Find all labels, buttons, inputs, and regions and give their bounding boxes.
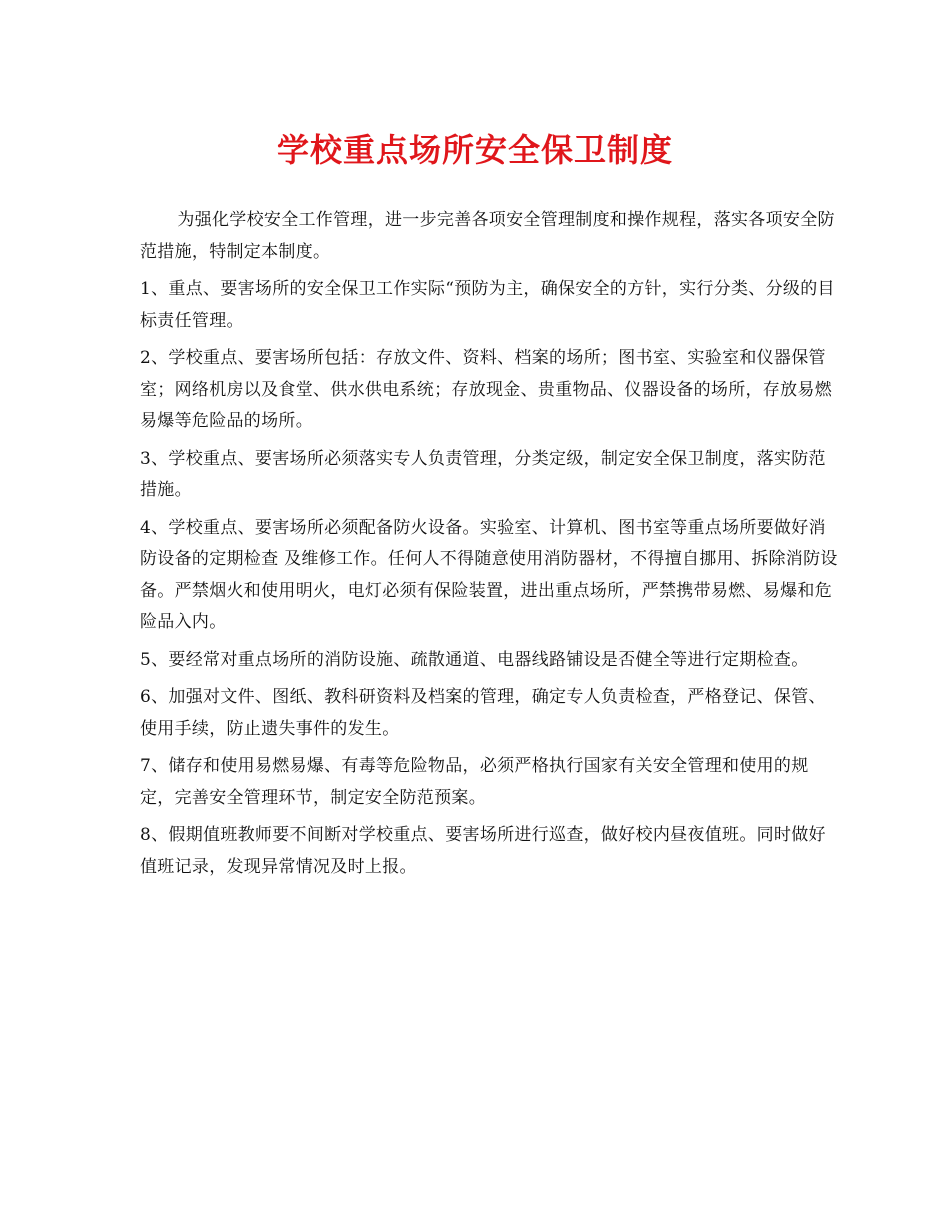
rule-item-3: 3、学校重点、要害场所必须落实专人负责管理，分类定级，制定安全保卫制度，落实防范措施。 — [140, 448, 826, 500]
rule-item-4: 4、学校重点、要害场所必须配备防火设备。实验室、计算机、图书室等重点场所要做好消防设备的定期检查 及维修工作。任何人不得随意使用消防器材，不得擅自挪用、拆除消防设备。严禁烟火和使用明火，电灯必须有保险装置，进出重点场所，严禁携带易燃、易爆和危险品入内。 — [140, 517, 838, 632]
rule-item-5: 5、要经常对重点场所的消防设施、疏散通道、电器线路铺设是否健全等进行定期检查。 — [140, 649, 809, 670]
rule-item-1: 1、重点、要害场所的安全保卫工作实际“预防为主，确保安全的方针，实行分类、分级的目标责任管理。 — [140, 279, 835, 331]
document-body — [140, 205, 840, 883]
rule-item-7: 7、储存和使用易燃易爆、有毒等危险物品，必须严格执行国家有关安全管理和使用的规定，完善安全管理环节，制定安全防范预案。 — [140, 756, 809, 808]
rule-item-8: 8、假期值班教师要不间断对学校重点、要害场所进行巡查，做好校内昼夜值班。同时做好值班记录，发现异常情况及时上报。 — [140, 825, 826, 877]
rule-item-6: 6、加强对文件、图纸、教科研资料及档案的管理，确定专人负责检查，严格登记、保管、使用手续，防止遗失事件的发生。 — [140, 687, 826, 739]
rule-item-2: 2、学校重点、要害场所包括：存放文件、资料、档案的场所；图书室、实验室和仪器保管室；网络机房以及食堂、供水供电系统；存放现金、贵重物品、仪器设备的场所，存放易燃易爆等危险品的场所。 — [140, 348, 832, 431]
intro-paragraph: 为强化学校安全工作管理，进一步完善各项安全管理制度和操作规程，落实各项安全防范措施，特制定本制度。 — [140, 210, 835, 262]
document-title: 学校重点场所安全保卫制度 — [276, 131, 673, 169]
